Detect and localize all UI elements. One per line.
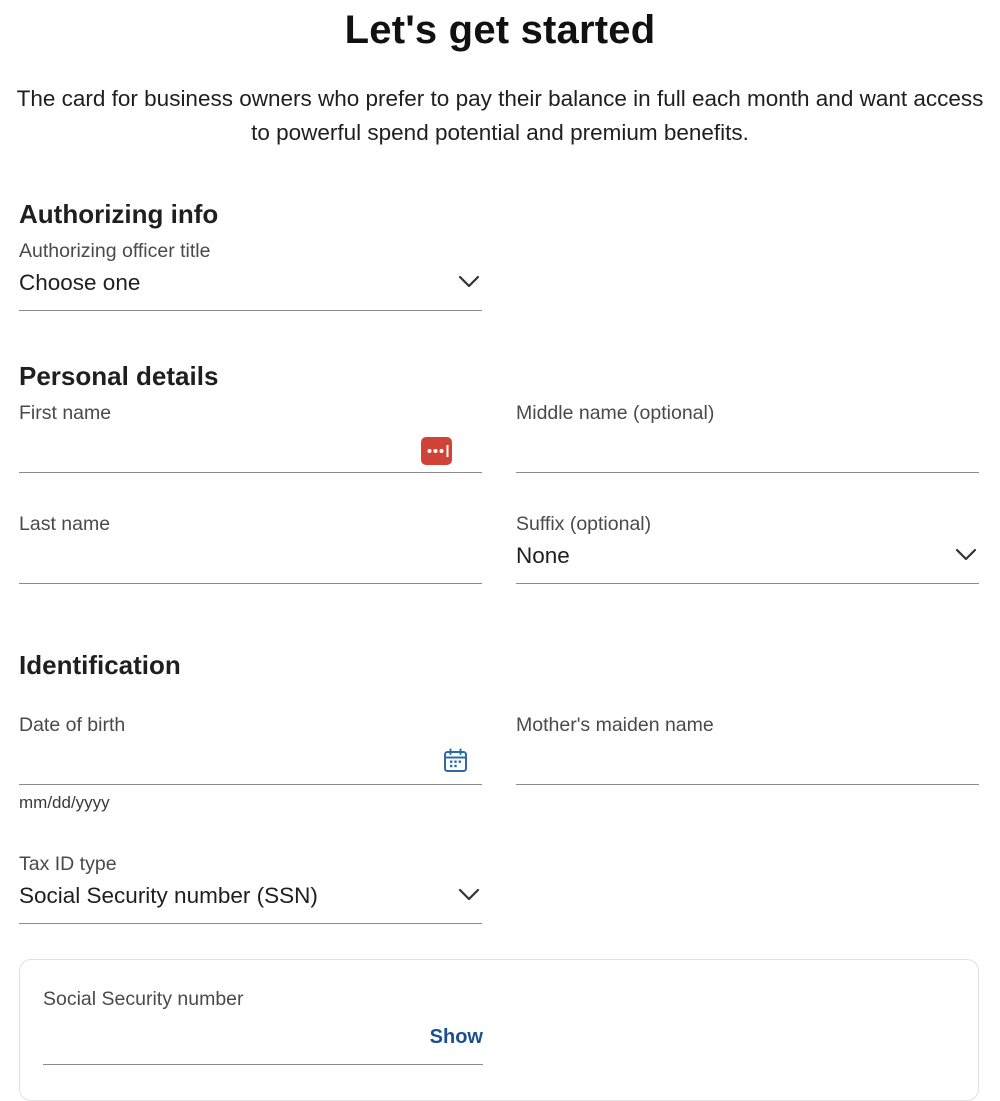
chevron-down-icon xyxy=(458,275,480,289)
suffix-select[interactable] xyxy=(516,513,979,584)
tax-id-type-value: Social Security number (SSN) xyxy=(19,883,318,908)
intro-text: The card for business owners who prefer to pay their balance in full each month and want access to powerful spend potential and premium benefits. xyxy=(16,86,984,145)
dob-format-hint: mm/dd/yyyy xyxy=(19,793,110,812)
ssn-label: Social Security number xyxy=(43,988,244,1010)
dob-field[interactable] xyxy=(19,714,482,785)
section-title-authorizing: Authorizing info xyxy=(19,199,219,229)
first-name-field[interactable] xyxy=(19,402,482,473)
maiden-name-field[interactable] xyxy=(516,714,979,785)
officer-title-label: Authorizing officer title xyxy=(19,240,211,262)
tax-id-type-label: Tax ID type xyxy=(19,853,117,875)
section-title-personal: Personal details xyxy=(19,361,219,391)
last-name-field[interactable] xyxy=(19,513,482,584)
tax-id-type-select[interactable] xyxy=(19,853,482,924)
officer-title-value: Choose one xyxy=(19,270,141,295)
first-name-label: First name xyxy=(19,402,112,424)
password-manager-icon[interactable] xyxy=(421,437,452,465)
middle-name-field[interactable] xyxy=(516,402,979,473)
page-title: Let's get started xyxy=(344,8,656,52)
middle-name-label: Middle name (optional) xyxy=(516,402,715,424)
section-title-identification: Identification xyxy=(19,650,181,680)
ssn-show-button[interactable]: Show xyxy=(429,1026,483,1048)
chevron-down-icon xyxy=(955,548,977,562)
chevron-down-icon xyxy=(458,888,480,902)
maiden-name-label: Mother's maiden name xyxy=(516,714,714,736)
ssn-card xyxy=(19,959,979,1101)
dob-label: Date of birth xyxy=(19,714,126,736)
officer-title-select[interactable] xyxy=(19,240,482,311)
ssn-field[interactable] xyxy=(43,988,483,1065)
suffix-label: Suffix (optional) xyxy=(516,513,652,535)
calendar-icon[interactable] xyxy=(443,748,468,773)
suffix-value: None xyxy=(516,543,570,568)
last-name-label: Last name xyxy=(19,513,111,535)
